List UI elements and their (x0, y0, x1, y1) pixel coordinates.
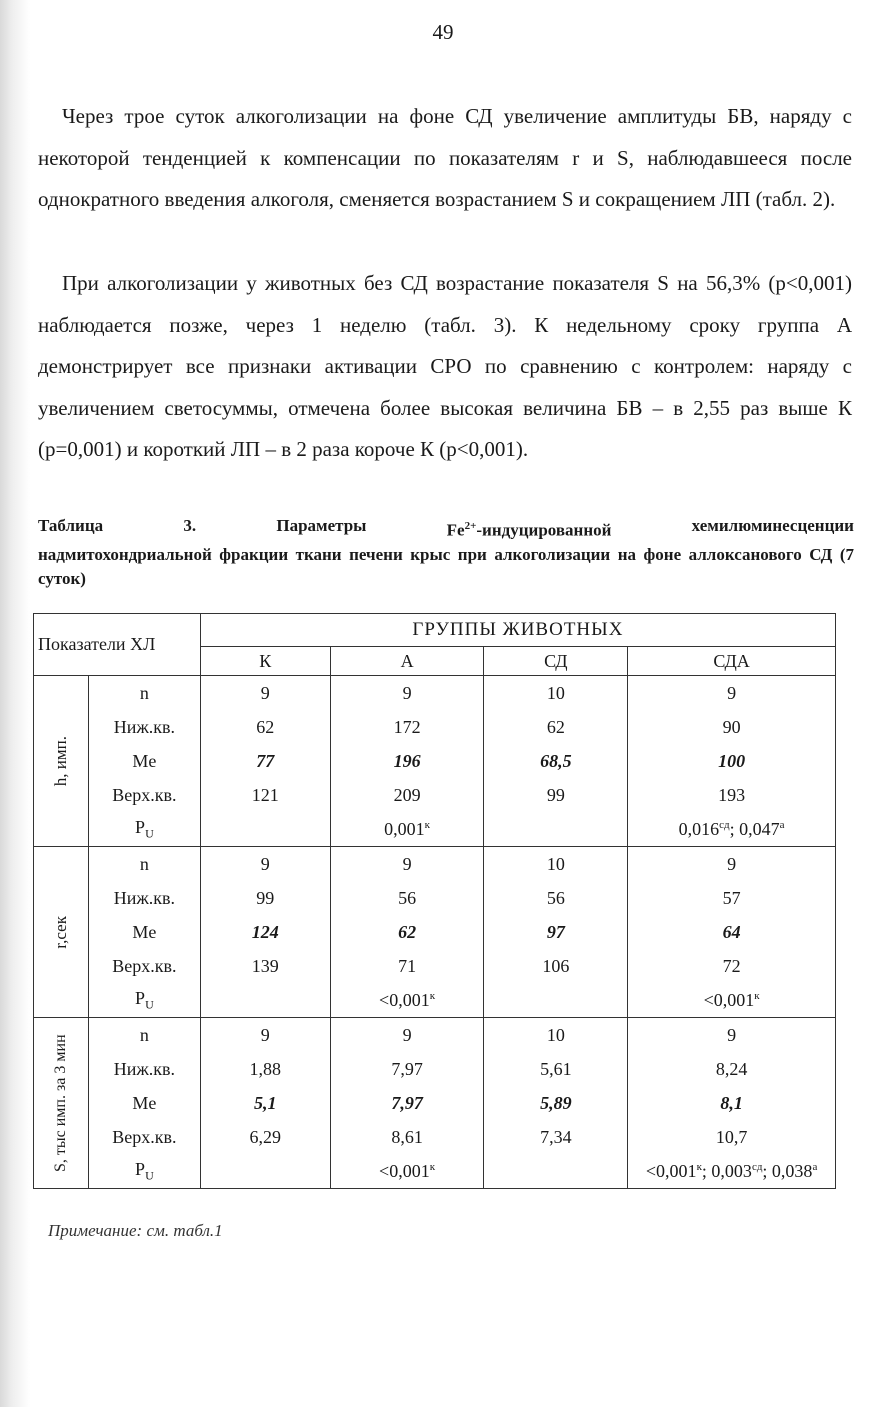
row-label-p: P (135, 987, 146, 1008)
p-value-marker: к (429, 1160, 436, 1173)
cell-value: 9 (402, 682, 412, 703)
p-value-marker: сд (719, 818, 730, 831)
table-cell (628, 676, 836, 711)
cell-value: 9 (402, 853, 412, 874)
cell-value: 1,88 (249, 1058, 281, 1079)
p-value: 0,016 (678, 818, 720, 839)
table-cell (330, 1052, 484, 1086)
paragraph-1: Через трое суток алкоголизации на фоне СД увеличение амплитуды БВ, наряду с некоторой тенденцией к компенсации по показателям r и S, наблюдавшееся после однократного введения алкоголя, сменяется возрастанием S и сокращением ЛП (табл. 2). (38, 104, 852, 211)
table-cell (484, 983, 628, 1018)
row-label-p-sub: U (145, 826, 154, 841)
table-cell (628, 1052, 836, 1086)
table-cell (330, 676, 484, 711)
section-label-cell (34, 676, 89, 847)
caption-word (447, 514, 612, 543)
cell-value: 90 (722, 716, 741, 737)
caption-rest: надмитохондриальной фракции ткани печени крыс при алкоголизации на фоне аллоксанового СД (7 суток) (38, 544, 854, 588)
p-value-marker: к (754, 989, 760, 1002)
table-cell (330, 949, 484, 983)
table-cell (628, 744, 836, 778)
table-cell (200, 676, 330, 711)
row-label: n (88, 847, 200, 882)
table-row (34, 949, 836, 983)
p-value: <0,001 (379, 989, 430, 1010)
cell-value: 7,97 (391, 1058, 423, 1079)
cell-value: 9 (402, 1024, 412, 1045)
caption-fe: Fe (446, 520, 465, 540)
table-cell (484, 710, 628, 744)
table-cell (330, 983, 484, 1018)
table-cell (330, 744, 484, 778)
row-label: Ниж.кв. (88, 710, 200, 744)
table-cell (200, 1086, 330, 1120)
table-row (34, 1018, 836, 1053)
p-value: <0,001 (703, 989, 755, 1010)
data-table (33, 613, 836, 1189)
p-value: ; 0,038 (762, 1160, 813, 1181)
p-value: 0,001 (384, 818, 425, 839)
median-value: 5,89 (540, 1092, 572, 1113)
table-row (34, 847, 836, 882)
caption-word: хемилюминесценции (691, 516, 854, 535)
median-value: 64 (722, 921, 741, 942)
table-cell (628, 847, 836, 882)
caption-word: -индуцированной (476, 520, 612, 540)
table-cell (330, 881, 484, 915)
cell-value: 72 (722, 955, 741, 976)
row-label (88, 983, 200, 1018)
caption-word: Таблица (38, 516, 104, 535)
p-value-marker: к (696, 1160, 702, 1173)
table-caption (38, 514, 854, 591)
cell-value: 62 (256, 716, 275, 737)
median-value: 7,97 (391, 1092, 423, 1113)
table-cell (484, 1018, 628, 1053)
table-cell (330, 778, 484, 812)
table-cell (484, 1154, 628, 1189)
table-cell (330, 1120, 484, 1154)
table-cell (200, 1120, 330, 1154)
table-cell (330, 1018, 484, 1053)
cell-value: 9 (727, 853, 737, 874)
caption-fe-charge: 2+ (464, 520, 477, 532)
scan-shadow (0, 0, 30, 1407)
table-cell (484, 676, 628, 711)
median-value: 5,1 (254, 1092, 277, 1113)
cell-value: 71 (398, 955, 417, 976)
table-cell (628, 949, 836, 983)
table-cell (200, 915, 330, 949)
table-cell (200, 881, 330, 915)
median-value: 68,5 (540, 750, 572, 771)
section-label: S, тыс имп. за 3 мин (51, 1034, 69, 1172)
table-cell (200, 744, 330, 778)
median-value: 124 (251, 921, 279, 942)
row-label (88, 1154, 200, 1189)
cell-value: 9 (727, 682, 737, 703)
cell-value: 9 (260, 1024, 270, 1045)
table-cell (628, 915, 836, 949)
table-cell (484, 949, 628, 983)
table-cell (330, 710, 484, 744)
row-label: Me (88, 744, 200, 778)
row-label: Ниж.кв. (88, 1052, 200, 1086)
table-cell (330, 812, 484, 847)
table-row (34, 983, 836, 1018)
table-cell (484, 915, 628, 949)
cell-value: 193 (718, 784, 746, 805)
median-value: 62 (398, 921, 417, 942)
cell-value: 56 (398, 887, 417, 908)
table-cell (484, 1052, 628, 1086)
table-row (34, 676, 836, 711)
p-value-marker: сд (751, 1160, 763, 1173)
cell-value: 106 (542, 955, 570, 976)
table-cell (628, 778, 836, 812)
row-label: n (88, 676, 200, 711)
p-value-marker: к (424, 818, 430, 831)
row-label (88, 812, 200, 847)
indicator-header: Показатели ХЛ (34, 614, 201, 676)
median-value: 8,1 (720, 1092, 743, 1113)
cell-value: 209 (393, 784, 421, 805)
cell-value: 56 (546, 887, 565, 908)
row-label: n (88, 1018, 200, 1053)
table-cell (628, 881, 836, 915)
table-cell (484, 1086, 628, 1120)
table-cell (200, 1154, 330, 1189)
table-cell (628, 983, 836, 1018)
table-cell (200, 949, 330, 983)
table-row (34, 1120, 836, 1154)
cell-value: 139 (251, 955, 279, 976)
row-label: Верх.кв. (88, 1120, 200, 1154)
table-cell (330, 1154, 484, 1189)
table-cell (628, 812, 836, 847)
p-value-marker: а (779, 818, 785, 831)
p-value: ; 0,047 (729, 818, 780, 839)
p-value-marker: а (812, 1160, 818, 1173)
p-value: ; 0,003 (701, 1160, 752, 1181)
row-label-p-sub: U (145, 1168, 154, 1183)
table-note: Примечание: см. табл.1 (48, 1221, 223, 1240)
column-header-a: А (330, 647, 484, 676)
table-cell (200, 1052, 330, 1086)
groups-header: ГРУППЫ ЖИВОТНЫХ (200, 614, 835, 647)
table-row (34, 915, 836, 949)
table-cell (628, 1018, 836, 1053)
median-value: 97 (546, 921, 565, 942)
caption-word: 3. (183, 516, 197, 535)
table-cell (330, 915, 484, 949)
column-header-sda: СДА (628, 647, 836, 676)
median-value: 77 (256, 750, 275, 771)
row-label-p-sub: U (145, 997, 154, 1012)
table-cell (628, 1154, 836, 1189)
cell-value: 8,24 (715, 1058, 748, 1079)
cell-value: 9 (260, 682, 270, 703)
cell-value: 8,61 (391, 1126, 423, 1147)
row-label-p: P (135, 1158, 146, 1179)
median-value: 100 (718, 750, 746, 771)
p-value-marker: к (429, 989, 436, 1002)
table-cell (484, 881, 628, 915)
table-row (34, 744, 836, 778)
section-label-cell (34, 1018, 89, 1189)
p-value: <0,001 (379, 1160, 430, 1181)
cell-value: 121 (251, 784, 279, 805)
table-row (34, 1052, 836, 1086)
p-value: <0,001 (645, 1160, 697, 1181)
table-row (34, 881, 836, 915)
table-row (34, 710, 836, 744)
table-cell (484, 778, 628, 812)
row-label: Верх.кв. (88, 778, 200, 812)
table-cell (200, 812, 330, 847)
table-cell (484, 812, 628, 847)
row-label: Ниж.кв. (88, 881, 200, 915)
cell-value: 62 (546, 716, 565, 737)
table-row (34, 1086, 836, 1120)
section-label: h, имп. (50, 735, 70, 787)
table-cell (200, 1018, 330, 1053)
section-label-cell (34, 847, 89, 1018)
caption-word: Параметры (276, 516, 367, 535)
table-cell (484, 744, 628, 778)
row-label: Me (88, 1086, 200, 1120)
table-cell (484, 847, 628, 882)
table-cell (200, 710, 330, 744)
row-label: Верх.кв. (88, 949, 200, 983)
page-number: 49 (432, 20, 454, 44)
cell-value: 99 (546, 784, 565, 805)
cell-value: 10 (546, 1024, 565, 1045)
row-label-p: P (135, 816, 146, 837)
table-cell (200, 847, 330, 882)
table-row (34, 778, 836, 812)
cell-value: 6,29 (249, 1126, 281, 1147)
cell-value: 10,7 (715, 1126, 748, 1147)
cell-value: 57 (722, 887, 741, 908)
table-cell (628, 710, 836, 744)
table-cell (628, 1120, 836, 1154)
cell-value: 5,61 (540, 1058, 572, 1079)
table-cell (484, 1120, 628, 1154)
column-header-k: К (200, 647, 330, 676)
row-label: Me (88, 915, 200, 949)
median-value: 196 (393, 750, 421, 771)
cell-value: 9 (260, 853, 270, 874)
paragraph-2: При алкоголизации у животных без СД возрастание показателя S на 56,3% (p<0,001) наблюдается позже, через 1 неделю (табл. 3). К недельному сроку группа А демонстрирует все признаки активации СРО по сравнению с контролем: наряду с увеличением светосуммы, отмечена более высокая величина БВ – в 2,55 раз выше К (p=0,001) и короткий ЛП – в 2 раза короче К (p<0,001). (38, 271, 852, 461)
table-row (34, 812, 836, 847)
table-cell (628, 1086, 836, 1120)
table-row (34, 1154, 836, 1189)
cell-value: 99 (256, 887, 275, 908)
cell-value: 9 (727, 1024, 737, 1045)
cell-value: 172 (393, 716, 421, 737)
cell-value: 7,34 (540, 1126, 572, 1147)
table-cell (330, 1086, 484, 1120)
column-header-sd: СД (484, 647, 628, 676)
cell-value: 10 (546, 853, 565, 874)
table-cell (200, 983, 330, 1018)
cell-value: 10 (546, 682, 565, 703)
table-cell (200, 778, 330, 812)
section-label: r,сек (50, 915, 70, 949)
table-cell (330, 847, 484, 882)
